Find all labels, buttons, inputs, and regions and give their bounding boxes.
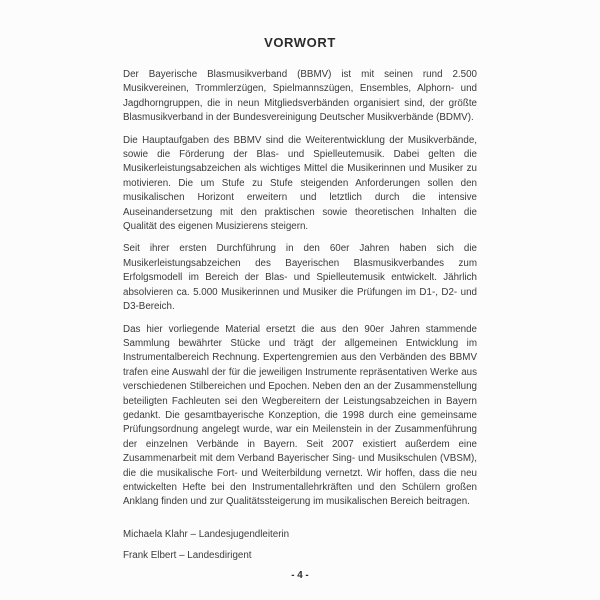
paragraph-hauptaufgaben: Die Hauptaufgaben des BBMV sind die Weiterentwicklung der Musikverbände, sowie die Förderung der Blas- und Spielleutemusik. Dabei gelten die Musikerleistungsabzeichen als wichtiges Mittel die Musikerinnen und Musiker zu motivieren. Die um Stufe zu Stufe steigenden Anforderungen sollen den musikalischen Horizont erweitern und letztlich durch die intensive Auseinandersetzung mit den praktischen sowie theoretischen Inhalten die Qualität des eigenen Musizierens steigern.: [123, 134, 477, 233]
text-column: [123, 0, 477, 571]
signature-line-landesjugendleiterin: Michaela Klahr – Landesjugendleiterin: [123, 528, 290, 540]
page-number: - 4 -: [291, 570, 309, 581]
paragraph-durchfuehrung: Seit ihrer ersten Durchführung in den 60er Jahren haben sich die Musikerleistungsabzeichen des Bayerischen Blasmusikverbandes zum Erfolgsmodell im Bereich der Blas- und Spielleutemusik entwickelt. Jährlich absolvieren ca. 5.000 Musikerinnen und Musiker die Prüfungen im D1-, D2- und D3-Bereich.: [123, 243, 477, 313]
paragraph-intro-bbmv: Der Bayerische Blasmusikverband (BBMV) ist mit seinen rund 2.500 Musikvereinen, Trommlerzügen, Spielmannszügen, Ensembles, Alphorn- und Jagdhorngruppen, die in neun Mitgliedsverbänden organisiert sind, der größte Blasmusikverband in der Bundesvereinigung Deutscher Musikverbände (BDMV).: [123, 69, 477, 124]
paragraph-material: Das hier vorliegende Material ersetzt die aus den 90er Jahren stammende Sammlung bewährter Stücke und trägt der allgemeinen Entwicklung im Instrumentalbereich Rechnung. Expertengremien aus den Verbänden des BBMV trafen eine Auswahl der für die jeweiligen Instrumente repräsentativen Werke aus verschiedenen Stilbereichen und Epochen. Neben den an der Zusammenstellung beteiligten Fachleuten sei den Wegbereitern der Leistungsabzeichen in Bayern gedankt. Die gesamtbayerische Konzeption, die 1998 durch eine gemeinsame Prüfungsordnung angelegt wurde, war ein Meilenstein in der Zusammenführung der einzelnen Verbände in Bayern. Seit 2007 existiert außerdem eine Zusammenarbeit mit dem Verband Bayerischer Sing- und Musikschulen (VBSM), die die musikalische Fort- und Weiterbildung vernetzt. Wir hoffen, dass die neu entwickelten Hefte bei den Instrumentallehrkräften und den Schülern großen Anklang finden und zur Qualitätssteigerung im musikalischen Bereich beitragen.: [123, 323, 477, 508]
page-title: VORWORT: [264, 35, 336, 50]
signature-line-landesdirigent: Frank Elbert – Landesdirigent: [123, 550, 252, 562]
